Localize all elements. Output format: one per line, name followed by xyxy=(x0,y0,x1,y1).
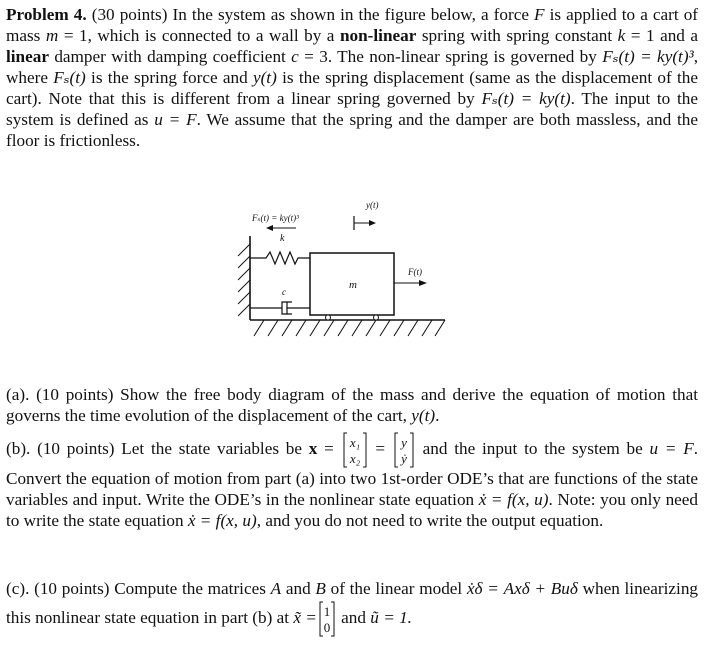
problem-text: In the system as shown in the figure below, a force xyxy=(167,5,535,24)
part-b xyxy=(6,432,698,531)
part-c-label: (c). (10 points) xyxy=(6,579,110,598)
arrow-head xyxy=(419,280,427,286)
equals: = xyxy=(368,438,392,458)
problem-text: . The input to the system is defined as xyxy=(6,89,699,129)
part-a-end: . xyxy=(435,406,440,425)
problem-text: spring with spring constant xyxy=(416,26,618,45)
part-c-text: and xyxy=(281,579,316,598)
math-m: m xyxy=(45,26,59,45)
equals: = xyxy=(317,438,341,458)
part-b-text: and the input to the system be xyxy=(415,438,650,458)
part-a-text: Show the free body diagram of the mass and derive the equation of motion that governs the time evolution of the displacement of the cart, xyxy=(6,385,698,425)
problem-text: is the spring force and xyxy=(85,68,253,87)
vector-entry: 1 xyxy=(323,604,331,619)
wall-hatch xyxy=(238,244,250,316)
math-k: k xyxy=(617,26,626,45)
problem-points: (30 points) xyxy=(91,5,168,24)
spring-constant-label: k xyxy=(280,233,285,244)
state-vector-x xyxy=(342,432,368,468)
problem-label: Problem 4. xyxy=(6,5,87,24)
part-b-text: Let the state variables be xyxy=(114,438,309,458)
spring-force-equation: Fₛ(t) = ky(t)³ xyxy=(602,47,694,66)
problem-text: damper with damping coefficient xyxy=(48,47,292,66)
problem-text: = 3. The non-linear spring is governed by xyxy=(298,47,603,66)
arrow-head xyxy=(266,225,273,231)
wheel xyxy=(326,315,331,320)
linearization-point-vector xyxy=(318,601,336,637)
floor-hatch xyxy=(254,320,445,336)
force-label: F(t) xyxy=(408,267,422,277)
math-Fs: Fₛ(t) xyxy=(53,68,86,87)
vector-entry: x₁ xyxy=(349,435,360,450)
math-B: B xyxy=(315,579,326,598)
linear-spring-equation: Fₛ(t) = ky(t) xyxy=(481,89,571,108)
part-c-text: and xyxy=(336,607,371,627)
damping-label: c xyxy=(282,287,286,297)
part-b-text: , and you do not need to write the output equation. xyxy=(256,511,604,530)
part-c-text: of the linear model xyxy=(325,579,467,598)
problem-text: , where xyxy=(6,47,698,87)
problem-statement xyxy=(6,4,698,151)
problem-text: is applied to a cart of mass xyxy=(6,5,699,45)
math-A: A xyxy=(270,579,282,598)
wheel xyxy=(374,315,379,320)
displacement-label: y(t) xyxy=(366,200,379,210)
problem-text: = 1 and a xyxy=(625,26,699,45)
part-b-label: (b). (10 points) xyxy=(6,438,115,458)
math-y: y(t) xyxy=(411,406,436,425)
spring xyxy=(250,252,310,264)
part-a-label: (a). (10 points) xyxy=(6,385,114,404)
math-F: F xyxy=(534,5,545,24)
linear-bold: linear xyxy=(6,47,49,66)
vector-entry: x₂ xyxy=(349,451,360,466)
input-equation: u = F xyxy=(154,110,197,129)
math-y: y(t) xyxy=(252,68,277,87)
mass-label: m xyxy=(349,279,357,291)
math-x-bold: x xyxy=(308,438,318,458)
problem-text: . We assume that the spring and the damper are both massless, and the floor is frictionless. xyxy=(6,110,698,150)
spring-force-label: Fₛ(t) = ky(t)³ xyxy=(252,213,299,223)
vector-entry: 0 xyxy=(323,620,331,635)
state-equation: ẋ = f(x, u) xyxy=(187,511,257,530)
linear-model-equation: ẋδ = Axδ + Buδ xyxy=(466,579,578,598)
state-equation: ẋ = f(x, u) xyxy=(478,490,549,509)
part-c-text: when linearizing this nonlinear state equation in part (b) at xyxy=(6,579,699,627)
part-b-text: . Note: you only need to write the state equation xyxy=(6,490,699,530)
math-c: c xyxy=(291,47,299,66)
part-c xyxy=(6,577,698,637)
state-vector-y xyxy=(393,432,415,468)
vector-entry: y xyxy=(400,435,407,450)
problem-text: = 1, which is connected to a wall by a xyxy=(58,26,340,45)
part-b-text: . Convert the equation of motion from part (a) into two 1st-order ODE’s that are functions of the state variables and input. Write the ODE’s in the nonlinear state equation xyxy=(6,438,698,509)
vector-entry: ẏ xyxy=(400,451,407,466)
arrow-head xyxy=(369,220,376,226)
u-tilde: ũ = 1. xyxy=(370,607,412,627)
mass-spring-damper-figure xyxy=(230,196,470,356)
part-a xyxy=(6,384,698,426)
problem-text: is the spring displacement (same as the displacement of the cart). Note that this is different from a linear spring governed by xyxy=(6,68,698,108)
nonlinear-bold: non-linear xyxy=(339,26,417,45)
input-equation: u = F xyxy=(649,438,694,458)
x-tilde: x̃ = xyxy=(293,607,317,627)
part-c-text: Compute the matrices xyxy=(109,579,271,598)
